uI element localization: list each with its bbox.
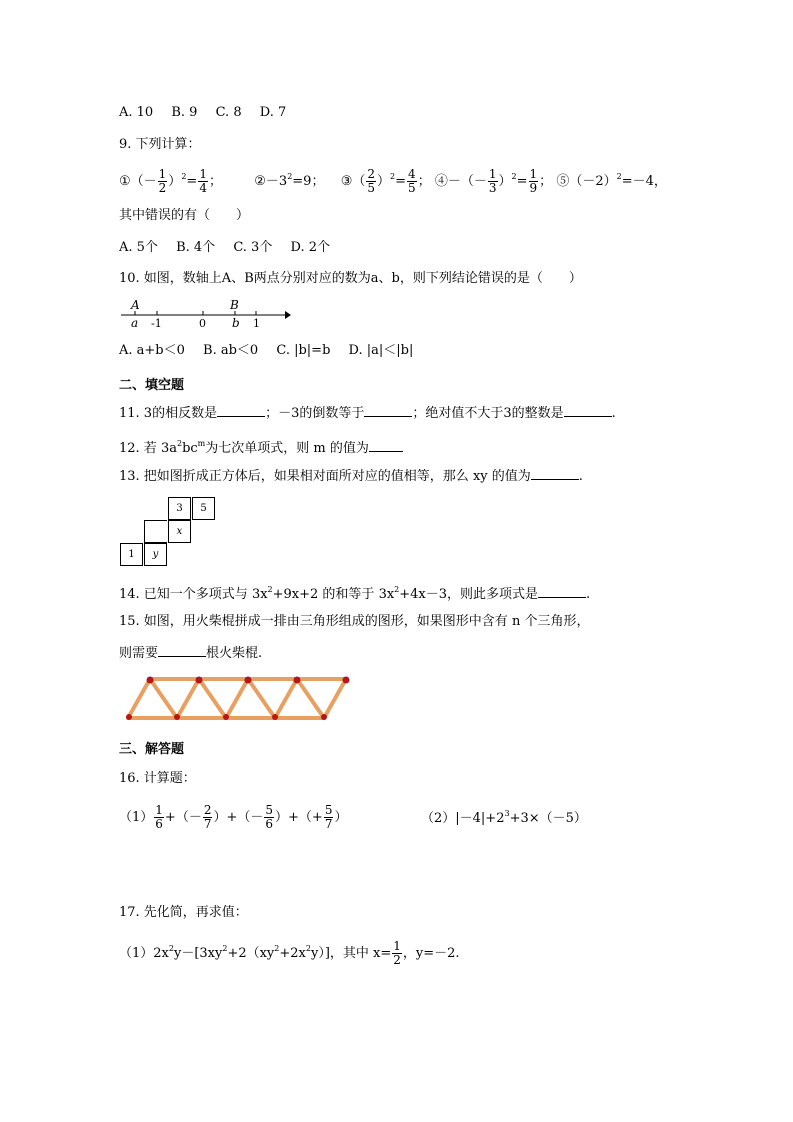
q10-option-b: B. ab＜0 bbox=[203, 343, 259, 358]
q12: 12. 若 $3a^2bc^m$为七次单项式，则 m 的值为 bbox=[119, 435, 403, 458]
q11-blank-1 bbox=[217, 404, 265, 417]
q10-options bbox=[119, 342, 427, 360]
q8-option-a: A. 10 bbox=[119, 105, 154, 120]
q9-options bbox=[119, 239, 344, 257]
q9-item-3: ③（ $\frac{2}{5}$ ）$^2$= $\frac{4}{5}$ ； bbox=[340, 167, 431, 195]
q9-option-d: D. 2个 bbox=[290, 240, 330, 255]
axis-label-b: b bbox=[232, 316, 240, 330]
q16-part-1: （1） $\frac{1}{6}$ +（－ $\frac{2}{7}$ ）+（－ $\frac{5}{6}$ ）+（+ $\frac{5}{7}$ ） bbox=[119, 803, 348, 831]
q10-option-c: C. |b|=b bbox=[276, 343, 331, 358]
q16-prompt: 16. 计算题： bbox=[119, 771, 196, 786]
net-cell-blank-1 bbox=[144, 520, 167, 543]
q9-question: 其中错误的有（ ） bbox=[119, 208, 250, 223]
axis-label-zero: 0 bbox=[199, 317, 206, 330]
net-cell-y: y bbox=[144, 543, 167, 566]
net-cell-1: 1 bbox=[120, 543, 143, 566]
q14-blank bbox=[538, 585, 586, 598]
q9-option-c: C. 3个 bbox=[233, 240, 273, 255]
q8-option-b: B. 9 bbox=[171, 105, 198, 120]
q14: 14. 已知一个多项式与 $3x^2+9x+2$ 的和等于 $3x^2+4x-3$，则此多项式是 . bbox=[119, 585, 591, 602]
section-heading-fill-blank: 二、填空题 bbox=[119, 378, 185, 393]
number-line-figure bbox=[119, 296, 294, 330]
q11-blank-3 bbox=[564, 404, 612, 417]
q10-option-a: A. a+b＜0 bbox=[119, 343, 185, 358]
q9-item-1: ①（－ $\frac{1}{2}$ ）$^2$= $\frac{1}{4}$ ； bbox=[119, 167, 222, 195]
q8-option-c: C. 8 bbox=[215, 105, 242, 120]
net-cell-5: 5 bbox=[192, 497, 215, 520]
q9-item-5: $⑤(-2)^2=-4$， bbox=[556, 172, 667, 189]
q8-options bbox=[119, 104, 300, 122]
q16-part-2: $(2)|-4|+2^3+3\times(-5)$ bbox=[421, 809, 587, 826]
q15-line-2: 则需要 根火柴棍. bbox=[119, 646, 263, 661]
q9-items bbox=[119, 168, 667, 195]
net-cell-3: 3 bbox=[168, 497, 191, 520]
q13: 13. 把如图折成正方体后，如果相对面所对应的值相等，那么 xy 的值为 . bbox=[119, 469, 583, 484]
section-heading-solve: 三、解答题 bbox=[119, 742, 185, 757]
q11-blank-2 bbox=[364, 404, 412, 417]
q9-option-a: A. 5个 bbox=[119, 240, 158, 255]
axis-label-one: 1 bbox=[253, 317, 260, 330]
q11: 11. 3的相反数是 ；－3的倒数等于 ；绝对值不大于3的整数是 . bbox=[119, 406, 616, 421]
q10-option-d: D. |a|＜|b| bbox=[348, 343, 414, 358]
net-cell-x: x bbox=[168, 520, 191, 543]
q9-item-2: $②-3^2=9$； bbox=[254, 172, 325, 189]
axis-label-a: a bbox=[131, 316, 139, 330]
matchstick-triangles-figure bbox=[120, 672, 352, 724]
q9-prompt: 9. 下列计算： bbox=[119, 137, 201, 152]
q9-item-4: ④－（－ $\frac{1}{3}$ ）$^2$= $\frac{1}{9}$ ； bbox=[434, 167, 553, 195]
q15-line-1: 15. 如图，用火柴棍拼成一排由三角形组成的图形，如果图形中含有 n 个三角形， bbox=[119, 614, 590, 629]
axis-label-B: B bbox=[230, 298, 239, 312]
axis-label-A: A bbox=[131, 298, 140, 312]
q12-blank bbox=[369, 439, 403, 452]
q10-prompt: 10. 如图，数轴上A、B两点分别对应的数为a、b，则下列结论错误的是（ ） bbox=[119, 271, 582, 286]
q9-option-b: B. 4个 bbox=[176, 240, 216, 255]
q17-part-1: $(1)2x^2y-[3xy^2+2(xy^2+2x^2y)]$，其中 x= $\frac{1}{2}$ ，y=－2. bbox=[119, 939, 460, 967]
q13-blank bbox=[531, 467, 579, 480]
q17-prompt: 17. 先化简，再求值： bbox=[119, 905, 248, 920]
q15-blank bbox=[158, 644, 206, 657]
axis-label-minus-one: -1 bbox=[151, 317, 162, 330]
q8-option-d: D. 7 bbox=[259, 105, 287, 120]
